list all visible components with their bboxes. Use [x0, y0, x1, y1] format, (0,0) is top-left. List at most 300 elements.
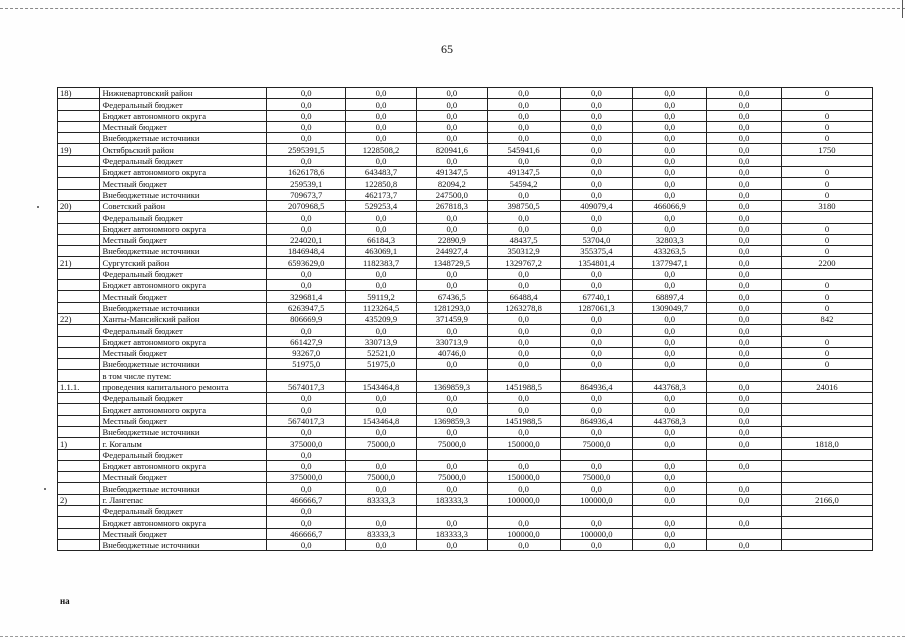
value-cell: 1354801,4: [560, 257, 633, 268]
value-cell: 0,0: [416, 359, 487, 370]
value-cell: 1543464,8: [346, 415, 417, 426]
row-label-cell: проведения капитального ремонта: [100, 381, 267, 392]
value-cell: 0,0: [707, 415, 782, 426]
row-number-cell: 18): [58, 88, 100, 99]
value-cell: 0,0: [416, 268, 487, 279]
value-cell: 122850,8: [346, 178, 417, 189]
row-number-cell: [58, 302, 100, 313]
value-cell: 1543464,8: [346, 381, 417, 392]
value-cell: 0,0: [267, 460, 346, 471]
value-cell: [416, 505, 487, 516]
table-row: [58, 189, 873, 200]
value-cell: 67740,1: [560, 291, 633, 302]
value-cell: 2595391,5: [267, 144, 346, 155]
value-cell: 224020,1: [267, 234, 346, 245]
value-cell: 0,0: [707, 212, 782, 223]
value-cell: 0,0: [560, 110, 633, 121]
value-cell: [707, 370, 782, 381]
table-row: [58, 494, 873, 505]
table-row: [58, 483, 873, 494]
value-cell: 0,0: [416, 280, 487, 291]
value-cell: 0,0: [560, 483, 633, 494]
row-number-cell: [58, 280, 100, 291]
row-label-cell: Местный бюджет: [100, 291, 267, 302]
value-cell: 0,0: [267, 426, 346, 437]
value-cell: 1377947,1: [633, 257, 707, 268]
value-cell: 68897,4: [633, 291, 707, 302]
value-cell: 75000,0: [560, 472, 633, 483]
value-cell: 3180: [781, 200, 872, 211]
table-row: [58, 99, 873, 110]
value-cell: [487, 370, 560, 381]
value-cell: 83333,3: [346, 528, 417, 539]
value-cell: 0: [781, 133, 872, 144]
value-cell: 661427,9: [267, 336, 346, 347]
value-cell: 491347,5: [416, 167, 487, 178]
value-cell: 1182383,7: [346, 257, 417, 268]
row-label-cell: Бюджет автономного округа: [100, 110, 267, 121]
row-label-cell: г. Когалым: [100, 438, 267, 449]
value-cell: 0,0: [560, 121, 633, 132]
value-cell: 6593629,0: [267, 257, 346, 268]
row-label-cell: Федеральный бюджет: [100, 393, 267, 404]
table-row: [58, 133, 873, 144]
value-cell: 820941,6: [416, 144, 487, 155]
value-cell: 529253,4: [346, 200, 417, 211]
value-cell: 0,0: [707, 133, 782, 144]
value-cell: [487, 505, 560, 516]
value-cell: 443768,3: [633, 415, 707, 426]
row-label-cell: Внебюджетные источники: [100, 483, 267, 494]
value-cell: 0,0: [633, 404, 707, 415]
row-number-cell: [58, 426, 100, 437]
scan-speck: [44, 488, 46, 490]
value-cell: 0,0: [267, 99, 346, 110]
value-cell: 1451988,5: [487, 415, 560, 426]
value-cell: 0,0: [633, 133, 707, 144]
value-cell: 1369859,3: [416, 415, 487, 426]
row-number-cell: [58, 449, 100, 460]
value-cell: 0,0: [560, 404, 633, 415]
row-number-cell: [58, 528, 100, 539]
value-cell: 0,0: [633, 517, 707, 528]
value-cell: 0,0: [416, 426, 487, 437]
row-label-cell: Сургутский район: [100, 257, 267, 268]
row-label-cell: Внебюджетные источники: [100, 539, 267, 550]
value-cell: 0,0: [267, 280, 346, 291]
value-cell: 22890,9: [416, 234, 487, 245]
row-number-cell: [58, 325, 100, 336]
value-cell: 1626178,6: [267, 167, 346, 178]
value-cell: 0,0: [633, 99, 707, 110]
right-scan-edge: [902, 0, 903, 18]
value-cell: [781, 426, 872, 437]
value-cell: 443768,3: [633, 381, 707, 392]
row-label-cell: Федеральный бюджет: [100, 155, 267, 166]
value-cell: 643483,7: [346, 167, 417, 178]
table-row: [58, 528, 873, 539]
value-cell: 0,0: [487, 133, 560, 144]
value-cell: 0,0: [707, 257, 782, 268]
row-label-cell: Бюджет автономного округа: [100, 404, 267, 415]
value-cell: 75000,0: [416, 472, 487, 483]
value-cell: 0,0: [633, 280, 707, 291]
value-cell: 0,0: [487, 88, 560, 99]
value-cell: 0,0: [267, 539, 346, 550]
value-cell: 67436,5: [416, 291, 487, 302]
value-cell: 0,0: [346, 223, 417, 234]
value-cell: 0,0: [346, 212, 417, 223]
row-number-cell: [58, 121, 100, 132]
value-cell: 247500,0: [416, 189, 487, 200]
value-cell: 0,0: [267, 449, 346, 460]
row-number-cell: 1): [58, 438, 100, 449]
row-number-cell: [58, 189, 100, 200]
value-cell: 40746,0: [416, 347, 487, 358]
table-row: [58, 88, 873, 99]
row-label-cell: Местный бюджет: [100, 472, 267, 483]
row-number-cell: [58, 178, 100, 189]
row-number-cell: [58, 155, 100, 166]
value-cell: 0: [781, 359, 872, 370]
value-cell: 150000,0: [487, 438, 560, 449]
row-number-cell: [58, 347, 100, 358]
value-cell: 100000,0: [560, 494, 633, 505]
value-cell: 466666,7: [267, 528, 346, 539]
value-cell: 0,0: [707, 325, 782, 336]
value-cell: 0,0: [707, 302, 782, 313]
value-cell: 355375,4: [560, 246, 633, 257]
value-cell: 0,0: [416, 88, 487, 99]
value-cell: 82094,2: [416, 178, 487, 189]
value-cell: 398750,5: [487, 200, 560, 211]
value-cell: [781, 370, 872, 381]
value-cell: 0,0: [633, 268, 707, 279]
value-cell: [707, 472, 782, 483]
value-cell: 0,0: [346, 121, 417, 132]
table-row: [58, 110, 873, 121]
value-cell: 0,0: [267, 483, 346, 494]
value-cell: 1451988,5: [487, 381, 560, 392]
value-cell: 0,0: [416, 110, 487, 121]
value-cell: 433263,5: [633, 246, 707, 257]
row-label-cell: Местный бюджет: [100, 234, 267, 245]
row-label-cell: Внебюджетные источники: [100, 189, 267, 200]
value-cell: 48437,5: [487, 234, 560, 245]
scan-speck: [37, 206, 39, 208]
value-cell: 864936,4: [560, 415, 633, 426]
value-cell: 0,0: [346, 393, 417, 404]
value-cell: 0,0: [346, 110, 417, 121]
row-label-cell: Федеральный бюджет: [100, 449, 267, 460]
value-cell: 0,0: [416, 155, 487, 166]
value-cell: 0,0: [346, 404, 417, 415]
value-cell: 0,0: [267, 517, 346, 528]
value-cell: 0,0: [346, 88, 417, 99]
value-cell: 463069,1: [346, 246, 417, 257]
value-cell: 0,0: [267, 110, 346, 121]
value-cell: 0,0: [487, 426, 560, 437]
value-cell: 0: [781, 280, 872, 291]
row-label-cell: Внебюджетные источники: [100, 302, 267, 313]
value-cell: [781, 449, 872, 460]
value-cell: 0,0: [707, 381, 782, 392]
value-cell: 0,0: [707, 460, 782, 471]
value-cell: 0,0: [346, 483, 417, 494]
value-cell: 0,0: [633, 460, 707, 471]
row-label-cell: Бюджет автономного округа: [100, 336, 267, 347]
value-cell: 0,0: [487, 280, 560, 291]
row-label-cell: Федеральный бюджет: [100, 505, 267, 516]
value-cell: 0,0: [560, 280, 633, 291]
row-label-cell: Федеральный бюджет: [100, 99, 267, 110]
value-cell: 0,0: [560, 325, 633, 336]
value-cell: 51975,0: [267, 359, 346, 370]
value-cell: 545941,6: [487, 144, 560, 155]
value-cell: 0,0: [487, 539, 560, 550]
value-cell: 0,0: [416, 121, 487, 132]
value-cell: 1348729,5: [416, 257, 487, 268]
value-cell: 0,0: [707, 438, 782, 449]
value-cell: 0,0: [560, 268, 633, 279]
value-cell: 842: [781, 313, 872, 324]
value-cell: [267, 370, 346, 381]
value-cell: 53704,0: [560, 234, 633, 245]
table-row: [58, 415, 873, 426]
value-cell: 0: [781, 178, 872, 189]
table-row: [58, 212, 873, 223]
value-cell: 0,0: [707, 291, 782, 302]
value-cell: 0,0: [267, 393, 346, 404]
table-row: [58, 302, 873, 313]
value-cell: 0,0: [707, 178, 782, 189]
row-label-cell: Федеральный бюджет: [100, 212, 267, 223]
value-cell: 0,0: [707, 393, 782, 404]
value-cell: 0,0: [633, 110, 707, 121]
value-cell: [781, 415, 872, 426]
value-cell: [416, 370, 487, 381]
value-cell: 0,0: [487, 313, 560, 324]
value-cell: 375000,0: [267, 472, 346, 483]
value-cell: 0,0: [707, 234, 782, 245]
value-cell: 1309049,7: [633, 302, 707, 313]
value-cell: 0,0: [487, 110, 560, 121]
value-cell: 0,0: [707, 268, 782, 279]
value-cell: 0,0: [633, 325, 707, 336]
value-cell: 0: [781, 336, 872, 347]
row-label-cell: Бюджет автономного округа: [100, 167, 267, 178]
value-cell: 51975,0: [346, 359, 417, 370]
value-cell: [633, 505, 707, 516]
value-cell: 0,0: [633, 189, 707, 200]
value-cell: 75000,0: [560, 438, 633, 449]
row-label-cell: Нижневартовский район: [100, 88, 267, 99]
row-label-cell: Бюджет автономного округа: [100, 223, 267, 234]
value-cell: 0,0: [560, 517, 633, 528]
value-cell: 806669,9: [267, 313, 346, 324]
value-cell: 66184,3: [346, 234, 417, 245]
value-cell: 0: [781, 234, 872, 245]
value-cell: 2200: [781, 257, 872, 268]
row-number-cell: [58, 359, 100, 370]
value-cell: 0,0: [560, 347, 633, 358]
value-cell: 0,0: [707, 88, 782, 99]
value-cell: 0,0: [707, 110, 782, 121]
value-cell: 0,0: [487, 121, 560, 132]
value-cell: [781, 528, 872, 539]
row-label-cell: Федеральный бюджет: [100, 268, 267, 279]
value-cell: 0,0: [267, 133, 346, 144]
value-cell: 1281293,0: [416, 302, 487, 313]
budget-table: [57, 87, 873, 551]
value-cell: 0: [781, 121, 872, 132]
value-cell: 0,0: [267, 121, 346, 132]
value-cell: 0,0: [416, 539, 487, 550]
table-row: [58, 313, 873, 324]
value-cell: 0,0: [416, 460, 487, 471]
value-cell: 0,0: [560, 133, 633, 144]
row-label-cell: Внебюджетные источники: [100, 246, 267, 257]
value-cell: 0,0: [346, 155, 417, 166]
value-cell: 0,0: [633, 347, 707, 358]
value-cell: 462173,7: [346, 189, 417, 200]
value-cell: 0,0: [707, 200, 782, 211]
value-cell: 0,0: [707, 404, 782, 415]
table-row: [58, 460, 873, 471]
value-cell: 0,0: [560, 167, 633, 178]
value-cell: [346, 505, 417, 516]
value-cell: 0,0: [267, 223, 346, 234]
value-cell: 0,0: [707, 167, 782, 178]
value-cell: 0: [781, 246, 872, 257]
row-label-cell: Местный бюджет: [100, 415, 267, 426]
value-cell: 0,0: [416, 133, 487, 144]
table-row: [58, 268, 873, 279]
value-cell: 5674017,3: [267, 381, 346, 392]
value-cell: 409079,4: [560, 200, 633, 211]
row-number-cell: 22): [58, 313, 100, 324]
value-cell: 244927,4: [416, 246, 487, 257]
row-label-cell: Местный бюджет: [100, 528, 267, 539]
value-cell: 0,0: [707, 494, 782, 505]
value-cell: [487, 449, 560, 460]
row-label-cell: Бюджет автономного округа: [100, 280, 267, 291]
value-cell: 0,0: [560, 539, 633, 550]
value-cell: 0,0: [267, 325, 346, 336]
value-cell: 1329767,2: [487, 257, 560, 268]
value-cell: 0,0: [346, 280, 417, 291]
value-cell: 864936,4: [560, 381, 633, 392]
value-cell: 330713,9: [346, 336, 417, 347]
row-number-cell: [58, 370, 100, 381]
value-cell: 0,0: [707, 155, 782, 166]
value-cell: 0,0: [707, 223, 782, 234]
value-cell: 259539,1: [267, 178, 346, 189]
table-row: [58, 223, 873, 234]
value-cell: 0,0: [707, 347, 782, 358]
value-cell: 100000,0: [487, 528, 560, 539]
table-row: [58, 280, 873, 291]
value-cell: 0,0: [633, 121, 707, 132]
row-label-cell: Внебюджетные источники: [100, 133, 267, 144]
value-cell: [560, 449, 633, 460]
value-cell: 0,0: [267, 155, 346, 166]
value-cell: 0,0: [416, 212, 487, 223]
value-cell: 0,0: [487, 483, 560, 494]
value-cell: [633, 449, 707, 460]
row-number-cell: [58, 99, 100, 110]
value-cell: [781, 99, 872, 110]
value-cell: 100000,0: [560, 528, 633, 539]
value-cell: 183333,3: [416, 494, 487, 505]
value-cell: [781, 268, 872, 279]
row-label-cell: Местный бюджет: [100, 121, 267, 132]
table-row: [58, 291, 873, 302]
footer-note: на: [60, 596, 70, 606]
row-number-cell: [58, 393, 100, 404]
value-cell: [781, 517, 872, 528]
value-cell: 0,0: [707, 336, 782, 347]
value-cell: 0,0: [346, 268, 417, 279]
table-row: [58, 472, 873, 483]
value-cell: 0,0: [487, 393, 560, 404]
value-cell: [781, 483, 872, 494]
value-cell: [781, 460, 872, 471]
value-cell: [707, 449, 782, 460]
value-cell: 1846948,4: [267, 246, 346, 257]
value-cell: 24016: [781, 381, 872, 392]
value-cell: [781, 404, 872, 415]
table-row: [58, 257, 873, 268]
value-cell: 0: [781, 291, 872, 302]
row-number-cell: 2): [58, 494, 100, 505]
table-row: [58, 449, 873, 460]
value-cell: 0,0: [416, 517, 487, 528]
value-cell: 0,0: [346, 325, 417, 336]
value-cell: 6263947,5: [267, 302, 346, 313]
value-cell: 0,0: [487, 268, 560, 279]
value-cell: 0,0: [707, 313, 782, 324]
table-row: [58, 155, 873, 166]
value-cell: 0,0: [487, 189, 560, 200]
table-row: [58, 539, 873, 550]
value-cell: 5674017,3: [267, 415, 346, 426]
value-cell: 0,0: [487, 460, 560, 471]
value-cell: 0: [781, 223, 872, 234]
value-cell: 0,0: [707, 517, 782, 528]
value-cell: 0: [781, 347, 872, 358]
value-cell: 350312,9: [487, 246, 560, 257]
value-cell: 0,0: [633, 539, 707, 550]
value-cell: 1750: [781, 144, 872, 155]
row-label-cell: Советский район: [100, 200, 267, 211]
value-cell: 1818,0: [781, 438, 872, 449]
value-cell: [560, 505, 633, 516]
value-cell: [781, 472, 872, 483]
value-cell: 0,0: [267, 268, 346, 279]
row-number-cell: [58, 167, 100, 178]
row-number-cell: [58, 223, 100, 234]
value-cell: 75000,0: [416, 438, 487, 449]
value-cell: 1369859,3: [416, 381, 487, 392]
value-cell: [781, 155, 872, 166]
value-cell: 0,0: [633, 178, 707, 189]
value-cell: 466666,7: [267, 494, 346, 505]
value-cell: 0,0: [560, 359, 633, 370]
value-cell: [781, 325, 872, 336]
table-row: [58, 438, 873, 449]
value-cell: 330713,9: [416, 336, 487, 347]
